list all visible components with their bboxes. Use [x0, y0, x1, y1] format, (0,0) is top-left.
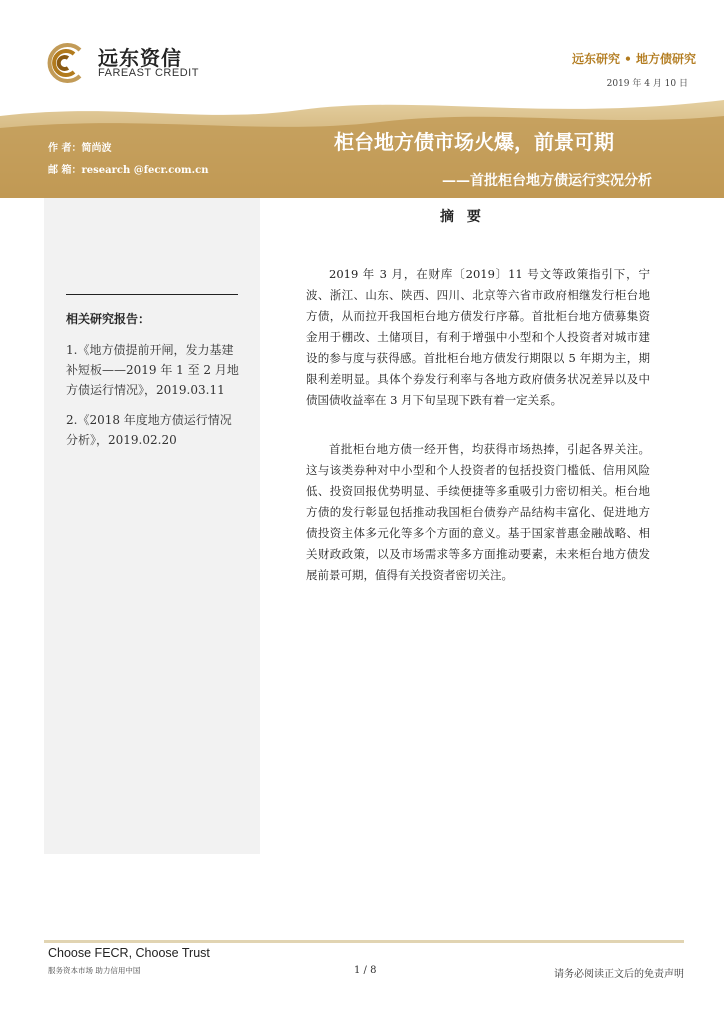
footer-slogan-cn: 服务资本市场 助力信用中国 [48, 966, 141, 975]
abstract-paragraph: 2019 年 3 月，在财库〔2019〕11 号文等政策指引下，宁波、浙江、山东、陕西、四川、北京等六省市政府相继发行柜台地方债，从而拉开我国柜台地方债发行序幕。首批柜台地方债募集资金用于棚改、土储项目，有利于增强中小型和个人投资者对城市建设的参与度与获得感。首批柜台地方债发行期限以 5 年期为主，期限利差明显。具体个券发行利率与各地方政府债务状况差异以及中债国债收益率在 3 月下旬呈现下跌有着一定关系。 [306, 267, 650, 407]
abstract-paragraph: 首批柜台地方债一经开售，均获得市场热捧，引起各界关注。这与该类券种对中小型和个人投资者的包括投资门槛低、信用风险低、投资回报优势明显、手续便捷等多重吸引力密切相关。柜台地方债的发行彰显包括推动我国柜台债券产品结构丰富化、促进地方债投资主体多元化等多个方面的意义。基于国家普惠金融战略、相关财政政策，以及市场需求等多方面推动要素，未来柜台地方债发展前景可期，值得有关投资者密切关注。 [306, 442, 650, 582]
page-number: 1 / 8 [354, 965, 377, 976]
abstract-heading: 摘 要 [440, 209, 485, 225]
related-report-item[interactable]: 2.《2018 年度地方债运行情况分析》，2019.02.20 [66, 413, 232, 447]
disclaimer-note: 请务必阅读正文后的免责声明 [554, 969, 684, 980]
company-logo [40, 40, 210, 86]
footer-divider [44, 940, 684, 943]
related-reports-sidebar [44, 198, 260, 854]
related-reports-heading: 相关研究报告： [66, 312, 151, 326]
concentric-arcs-logo-icon [40, 40, 88, 86]
report-series: 远东研究 • 地方债研究 [571, 52, 696, 66]
related-report-item[interactable]: 1.《地方债提前开闸，发力基建补短板——2019 年 1 至 2 月地方债运行情况》，2019.03.11 [66, 343, 239, 397]
email-line: 邮 箱：research @fecr.com.cn [48, 165, 209, 176]
author-line: 作 者：简尚波 [48, 143, 112, 154]
sidebar-divider [66, 294, 238, 295]
report-subtitle: ——首批柜台地方债运行实况分析 [442, 173, 652, 189]
footer-slogan-en: Choose FECR, Choose Trust [48, 946, 210, 960]
brand-name-en: FAREAST CREDIT [98, 67, 199, 79]
report-title: 柜台地方债市场火爆，前景可期 [334, 130, 614, 154]
brand-name-cn: 远东资信 [98, 46, 182, 70]
report-date: 2019 年 4 月 10 日 [606, 79, 688, 89]
